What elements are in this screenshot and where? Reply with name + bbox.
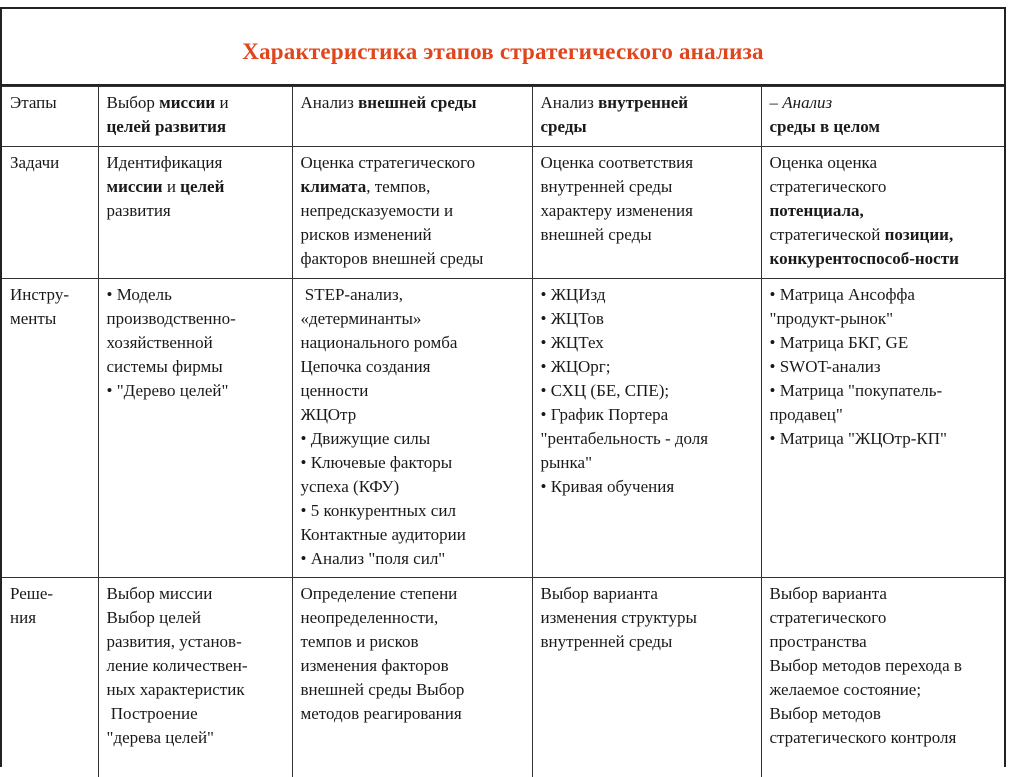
header-text: и [215,93,228,112]
cell-text: Выбор методов [770,702,997,726]
cell-text: стратегического контроля [770,726,997,750]
cell-text: • SWOT-анализ [770,355,997,379]
cell-text: изменения факторов [301,654,524,678]
title-band [2,9,1004,86]
table-row [2,147,1004,279]
cell-text: темпов и рисков [301,630,524,654]
cell-text: "дерева целей" [107,726,284,750]
header-stages-label: Этапы [10,91,90,115]
cell-text: и [163,177,181,196]
cell-text: Цепочка создания [301,355,524,379]
cell-text: системы фирмы [107,355,284,379]
cell-text: • Матрица БКГ, GE [770,331,997,355]
cell-text: Построение [107,702,284,726]
row-label-tools [2,279,98,578]
cell-text: национального ромба [301,331,524,355]
cell-text: целей [180,177,224,196]
cell-text: факторов внешней среды [301,247,524,271]
cell-text: Выбор варианта [770,582,997,606]
cell-text: стратегического [770,606,997,630]
cell-text: продавец" [770,403,997,427]
cell-text: пространства [770,630,997,654]
cell-text: Выбор варианта [541,582,753,606]
cell-tasks-whole [761,147,1004,279]
row-label: Инстру- [10,283,90,307]
cell-text: миссии [107,177,163,196]
cell-text: • Кривая обучения [541,475,753,499]
cell-text: "продукт-рынок" [770,307,997,331]
row-label: менты [10,307,90,331]
cell-text: ЖЦОтр [301,403,524,427]
cell-text: развития [107,199,284,223]
cell-text: желаемое состояние; [770,678,997,702]
header-internal [532,87,761,147]
cell-text: характеру изменения [541,199,753,223]
cell-text: Контактные аудитории [301,523,524,547]
cell-text: • Модель [107,283,284,307]
cell-text: Идентификация [107,151,284,175]
cell-text: изменения структуры [541,606,753,630]
cell-text: • Анализ "поля сил" [301,547,524,571]
cell-text: • ЖЦТех [541,331,753,355]
cell-text: Оценка стратегического [301,151,524,175]
cell-text: • Матрица "ЖЦОтр-КП" [770,427,997,451]
cell-text: , темпов, [366,177,430,196]
cell-text: • Ключевые факторы [301,451,524,475]
cell-text: потенциала, [770,199,997,223]
header-text: миссии [159,93,215,112]
cell-text: стратегической [770,225,885,244]
table-row [2,87,1004,147]
cell-text: • "Дерево целей" [107,379,284,403]
cell-text: • Матрица "покупатель- [770,379,997,403]
cell-text: ценности [301,379,524,403]
cell-text: • ЖЦОрг; [541,355,753,379]
header-text: – Анализ [770,91,997,115]
cell-text: STEP-анализ, [301,283,524,307]
cell-text: Выбор миссии [107,582,284,606]
header-text: целей развития [107,115,284,139]
cell-text: Выбор методов перехода в [770,654,997,678]
cell-tasks-external [292,147,532,279]
cell-text: Оценка оценка [770,151,997,175]
cell-text: Оценка соответствия [541,151,753,175]
cell-text: ление количествен- [107,654,284,678]
cell-decisions-internal [532,578,761,777]
page-title: Характеристика этапов стратегического анализа [2,39,1004,65]
table-row [2,279,1004,578]
cell-text: • ЖЦИзд [541,283,753,307]
row-label-decisions [2,578,98,777]
cell-text: • СХЦ (БЕ, СПЕ); [541,379,753,403]
row-label: ния [10,606,90,630]
cell-decisions-whole [761,578,1004,777]
cell-text: «детерминанты» [301,307,524,331]
cell-tasks-mission [98,147,292,279]
cell-text: методов реагирования [301,702,524,726]
header-text: внутренней [598,93,688,112]
cell-text: развития, установ- [107,630,284,654]
cell-text: конкурентоспособ-ности [770,247,997,271]
header-text: Анализ [301,93,359,112]
cell-text: • Движущие силы [301,427,524,451]
header-text: Анализ [541,93,599,112]
cell-text: внешней среды [541,223,753,247]
cell-text: успеха (КФУ) [301,475,524,499]
cell-text: • Матрица Ансоффа [770,283,997,307]
cell-tasks-internal [532,147,761,279]
row-label: Задачи [10,151,90,175]
cell-decisions-external [292,578,532,777]
cell-text: внутренней среды [541,175,753,199]
cell-tools-whole [761,279,1004,578]
row-label: Реше- [10,582,90,606]
cell-tools-internal [532,279,761,578]
header-text: среды в целом [770,115,997,139]
cell-text: хозяйственной [107,331,284,355]
header-stages [2,87,98,147]
stages-table [2,86,1004,777]
cell-text: Выбор целей [107,606,284,630]
cell-text: непредсказуемости и [301,199,524,223]
row-label-tasks [2,147,98,279]
cell-text: климата [301,177,367,196]
header-text: среды [541,115,753,139]
header-text: Выбор [107,93,160,112]
header-external [292,87,532,147]
header-mission [98,87,292,147]
cell-text: производственно- [107,307,284,331]
header-text: внешней среды [358,93,476,112]
cell-text: "рентабельность - доля [541,427,753,451]
cell-text: рынка" [541,451,753,475]
cell-tools-external [292,279,532,578]
cell-text: рисков изменений [301,223,524,247]
cell-text: • График Портера [541,403,753,427]
cell-text: стратегического [770,175,997,199]
cell-text: внешней среды Выбор [301,678,524,702]
cell-text: • 5 конкурентных сил [301,499,524,523]
header-whole [761,87,1004,147]
slide-frame [0,7,1006,767]
cell-text: Определение степени [301,582,524,606]
cell-tools-mission [98,279,292,578]
cell-text: внутренней среды [541,630,753,654]
cell-text: позиции, [885,225,954,244]
cell-decisions-mission [98,578,292,777]
cell-text: неопределенности, [301,606,524,630]
cell-text: • ЖЦТов [541,307,753,331]
cell-text: ных характеристик [107,678,284,702]
table-row [2,578,1004,777]
